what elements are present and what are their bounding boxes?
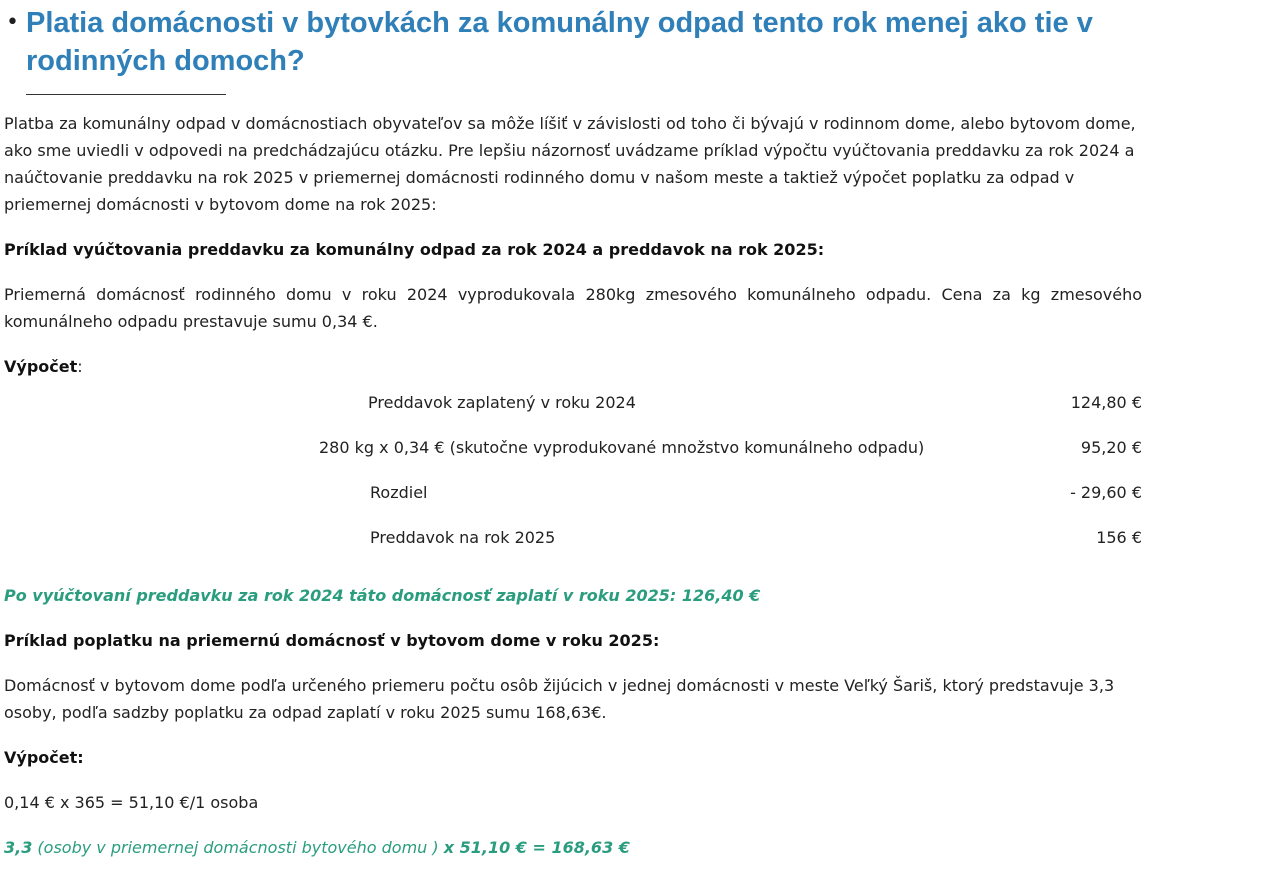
apartment-final-calculation [4,834,1142,861]
calc-row [4,389,1142,416]
calc-row-label: Preddavok na rok 2025 [370,528,556,547]
calc-row-value: 124,80 € [1070,393,1142,412]
bullet-icon: • [6,10,19,35]
title-row [4,4,1142,80]
calculation-table [4,389,1142,569]
title-underline [26,94,226,95]
calc-row-label: 280 kg x 0,34 € (skutočne vyprodukované množstvo komunálneho odpadu) [319,438,925,457]
calc-row-label: Preddavok zaplatený v roku 2024 [368,393,636,412]
calc-row-value: 95,20 € [1080,438,1142,457]
apartment-example-description: Domácnosť v bytovom dome podľa určeného priemeru počtu osôb žijúcich v jednej domácnosti v meste Veľký Šariš, ktorý predstavuje 3,3 osoby, podľa sadzby poplatku za odpad zaplatí v roku 2025 sumu 168,63€. [4,676,1115,722]
final-note: (osoby v priemernej domácnosti bytového domu ) [32,838,444,857]
house-example-description: Priemerná domácnosť rodinného domu v roku 2024 vyprodukovala 280kg zmesového komunálneho odpadu. Cena za kg zmesového komunálneho odpadu prestavuje sumu 0,34 €. [4,285,1142,331]
final-person-count: 3,3 [4,838,33,857]
calc-row [4,434,1142,461]
per-person-calculation: 0,14 € x 365 = 51,10 €/1 osoba [4,793,259,812]
house-calc-label-text: Výpočet [4,357,78,376]
calc-row-value: - 29,60 € [1070,483,1142,502]
apartment-example-heading: Príklad poplatku na priemernú domácnosť v bytovom dome v roku 2025: [4,631,660,650]
calc-row [4,524,1142,551]
house-example-result: Po vyúčtovaní preddavku za rok 2024 táto domácnosť zaplatí v roku 2025: 126,40 € [4,586,761,605]
house-calc-label-colon: : [77,357,83,376]
intro-paragraph: Platba za komunálny odpad v domácnostiach obyvateľov sa môže líšiť v závislosti od toho či bývajú v rodinnom dome, alebo bytovom dome, ako sme uviedli v odpovedi na predchádzajúcu otázku. Pre lepšiu názornosť uvádzame príklad výpočtu vyúčtovania preddavku za rok 2024 a naúčtovanie preddavku na rok 2025 v priemernej domácnosti rodinného domu v našom meste a taktiež výpočet poplatku za odpad v priemernej domácnosti v bytovom dome na rok 2025: [4,114,1136,214]
final-result: x 51,10 € = 168,63 € [443,838,630,857]
section-title: Platia domácnosti v bytovkách za komunálny odpad tento rok menej ako tie v rodinných domoch? [26,7,1093,77]
house-calc-label [4,353,1142,380]
calc-row-value: 156 € [1096,528,1142,547]
calc-row-label: Rozdiel [370,483,428,502]
house-example-heading: Príklad vyúčtovania preddavku za komunálny odpad za rok 2024 a preddavok na rok 2025: [4,240,825,259]
article-content [4,0,1142,861]
calc-row [4,479,1142,506]
apartment-calc-label: Výpočet: [4,748,84,767]
